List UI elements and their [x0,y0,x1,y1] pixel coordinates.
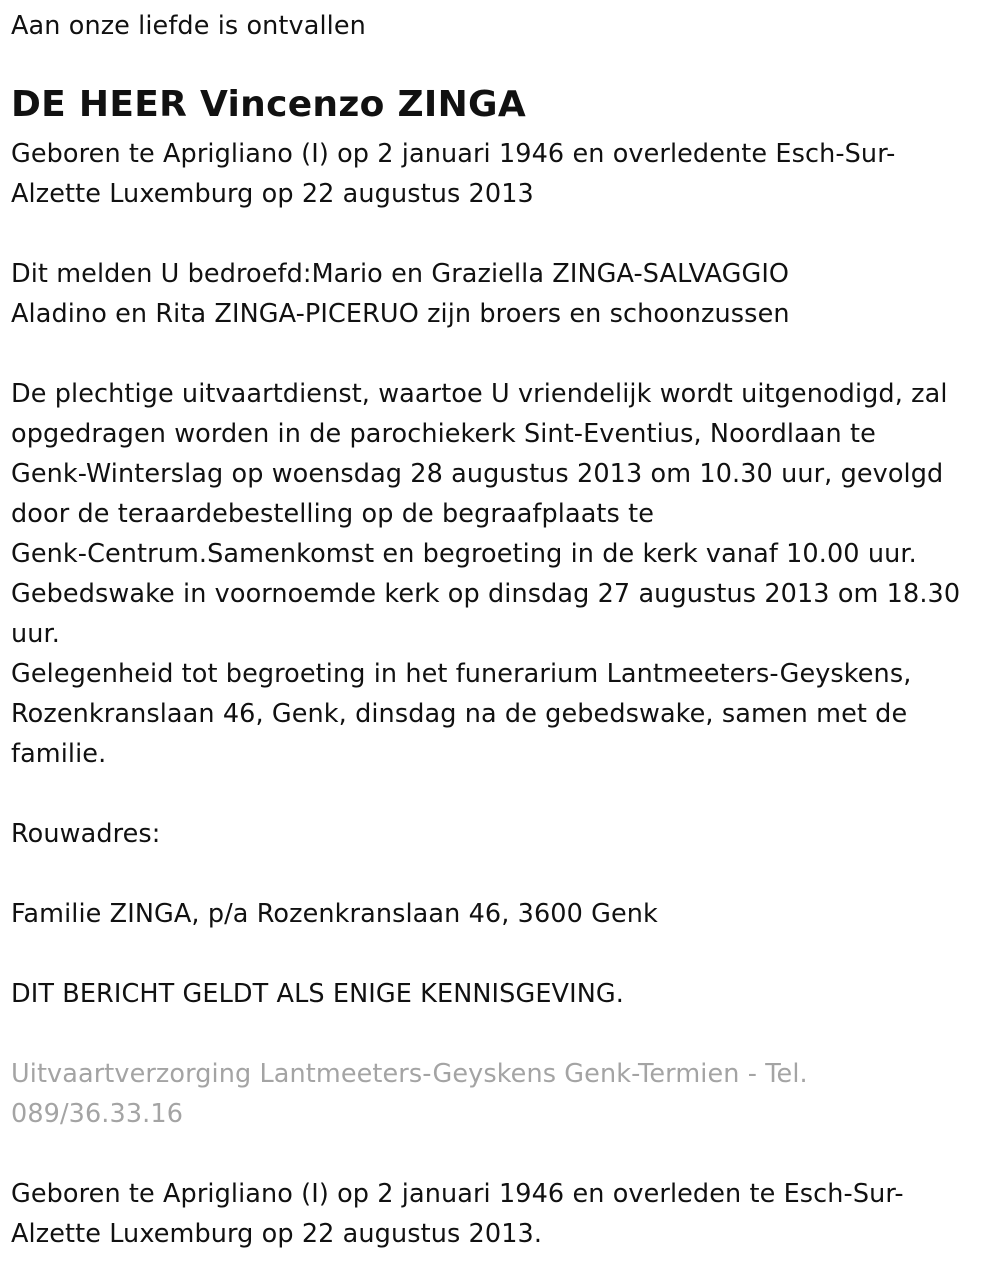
birth-death-paragraph [11,134,991,214]
family-paragraph [11,254,991,334]
deceased-name: DE HEER Vincenzo ZINGA [11,84,527,125]
paragraph-line: Alzette Luxemburg op 22 augustus 2013. [11,1219,543,1249]
paragraph-line: Genk-Winterslag op woensdag 28 augustus 2013 om 10.30 uur, gevolgd [11,459,944,489]
paragraph-line: door de teraardebestelling op de begraafplaats te [11,499,654,529]
paragraph-line: Geboren te Aprigliano (I) op 2 januari 1946 en overleden te Esch-Sur- [11,1179,904,1209]
paragraph-line: 089/36.33.16 [11,1099,184,1129]
paragraph-line: Aladino en Rita ZINGA-PICERUO zijn broers en schoonzussen [11,299,790,329]
paragraph-line: Alzette Luxemburg op 22 augustus 2013 [11,179,534,209]
footer-paragraph [11,1174,991,1254]
paragraph-line: opgedragen worden in de parochiekerk Sint-Eventius, Noordlaan te [11,419,876,449]
paragraph-line: uur. [11,619,60,649]
service-paragraph [11,374,991,774]
paragraph-line: Dit melden U bedroefd:Mario en Graziella ZINGA-SALVAGGIO [11,259,790,289]
paragraph-line: Uitvaartverzorging Lantmeeters-Geyskens Genk-Termien - Tel. [11,1059,808,1089]
intro-text: Aan onze liefde is ontvallen [11,11,366,41]
paragraph-line: Geboren te Aprigliano (I) op 2 januari 1946 en overledente Esch-Sur- [11,139,896,169]
paragraph-line: familie. [11,739,107,769]
paragraph-line: Gebedswake in voornoemde kerk op dinsdag 27 augustus 2013 om 18.30 [11,579,961,609]
funeral-home-info [11,1054,991,1134]
paragraph-line: Gelegenheid tot begroeting in het funerarium Lantmeeters-Geyskens, [11,659,912,689]
mourning-address: Familie ZINGA, p/a Rozenkranslaan 46, 3600 Genk [11,899,658,929]
announcement-text: DIT BERICHT GELDT ALS ENIGE KENNISGEVING. [11,979,624,1009]
address-label: Rouwadres: [11,819,161,849]
paragraph-line: Genk-Centrum.Samenkomst en begroeting in de kerk vanaf 10.00 uur. [11,539,917,569]
paragraph-line: De plechtige uitvaartdienst, waartoe U vriendelijk wordt uitgenodigd, zal [11,379,948,409]
paragraph-line: Rozenkranslaan 46, Genk, dinsdag na de gebedswake, samen met de [11,699,908,729]
